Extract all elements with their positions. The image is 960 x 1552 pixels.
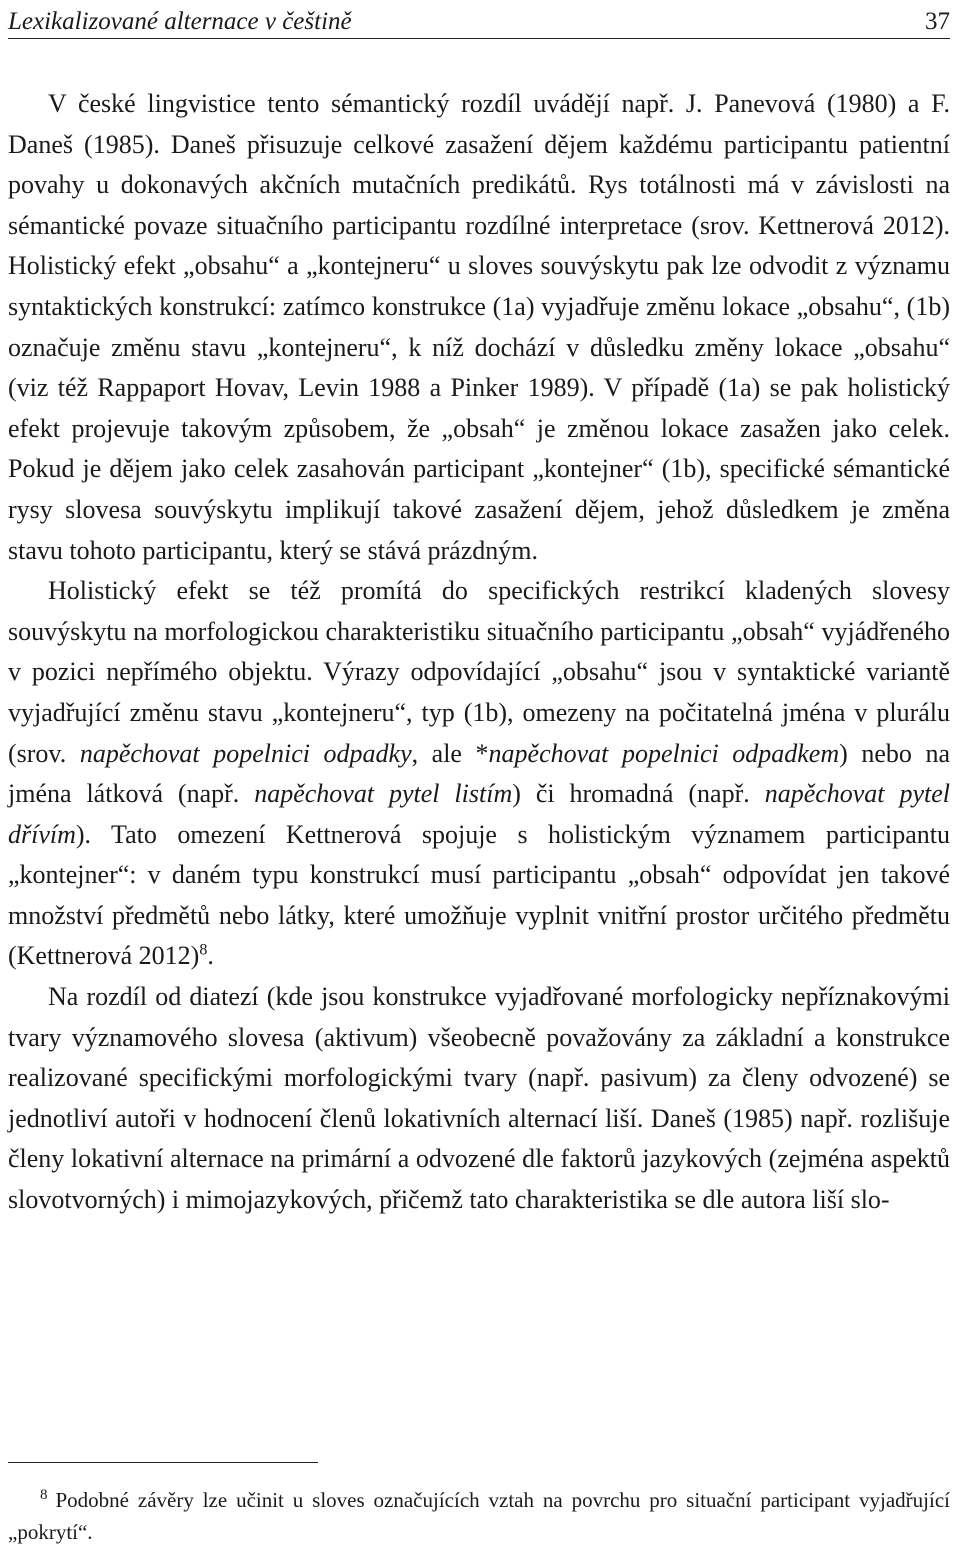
footnote-number: 8 [40,1487,48,1503]
footnote-text: Podobné závěry lze učinit u sloves označujících vztah na povrchu pro situační participant vyjadřující „pokrytí“. [8,1488,950,1544]
footnote [8,1484,950,1548]
example-3: napěchovat pytel listím [254,779,513,809]
main-text [8,84,950,1221]
running-title: Lexikalizované alternace v češtině [8,8,352,35]
example-4: napěchovat pytel dřívím [8,779,950,849]
paragraph-2-text: , ale * [411,738,489,768]
page-number: 37 [925,8,950,35]
footnote-reference[interactable]: 8 [199,941,208,959]
running-header [8,2,950,39]
paragraph-2 [8,571,950,977]
paragraph-1 [8,84,950,571]
footnote-divider [8,1462,318,1463]
paragraph-2-text: Holistický efekt se též promítá do specifických restrikcí kladených slovesy souvýskytu na morfologickou charakteristiku situačního participantu „obsah“ vyjádřeného v pozici nepřímého objektu. Výrazy odpovídající „obsahu“ jsou v syntaktické variantě vyjadřující změnu stavu „kontejneru“, typ (1b), omezeny na počitatelná jména v plurálu (srov. [8,576,950,768]
paragraph-2-text: ). Tato omezení Kettnerová spojuje s holistickým významem participantu „kontejner“: v daném typu konstrukcí musí participantu „obsah“ odpovídat jen takové množství předmětů nebo látky, které umožňuje vyplnit vnitřní prostor určitého předmětu (Kettnerová 2012) [8,819,950,971]
example-2: napěchovat popelnici odpadkem [488,738,840,768]
example-1: napěchovat popelnici odpadky [79,738,412,768]
paragraph-3-text: Na rozdíl od diatezí (kde jsou konstrukce vyjadřované morfologicky nepříznakovými tvary významového slovesa (aktivum) všeobecně považovány za základní a konstrukce realizované specifickými morfologickými tvary (např. pasivum) za členy odvozené) se jednotliví autoři v hodnocení členů lokativních alternací liší. Daneš (1985) např. rozlišuje členy lokativní alternace na primární a odvozené dle faktorů jazykových (zejména aspektů slovotvorných) i mimojazykových, přičemž tato charakteristika se dle autora liší slo- [8,982,950,1215]
paragraph-2-text: . [207,941,214,971]
paragraph-2-text: ) či hromadná (např. [512,779,765,809]
paragraph-1-text: V české lingvistice tento sémantický rozdíl uvádějí např. J. Panevová (1980) a F. Daneš (1985). Daneš přisuzuje celkové zasažení dějem každému participantu patientní povahy u dokonavých akčních mutačních predikátů. Rys totálnosti má v závislosti na sémantické povaze situačního participantu rozdílné interpretace (srov. Kettnerová 2012). Holistický efekt „obsahu“ a „kontejneru“ u sloves souvýskytu pak lze odvodit z významu syntaktických konstrukcí: zatímco konstrukce (1a) vyjadřuje změnu lokace „obsahu“, (1b) označuje změnu stavu „kontejneru“, k níž dochází v důsledku změny lokace „obsahu“ (viz též Rappaport Hovav, Levin 1988 a Pinker 1989). V případě (1a) se pak holistický efekt projevuje takovým způsobem, že „obsah“ je změnou lokace zasažen jako celek. Pokud je dějem jako celek zasahován participant „kontejner“ (1b), specifické sémantické rysy slovesa souvýskytu implikují takové zasažení dějem, jehož důsledkem je změna stavu tohoto participantu, který se stává prázdným. [8,89,950,565]
paragraph-2-text: ) nebo na jména látková (např. [8,738,950,809]
paragraph-3 [8,977,950,1221]
